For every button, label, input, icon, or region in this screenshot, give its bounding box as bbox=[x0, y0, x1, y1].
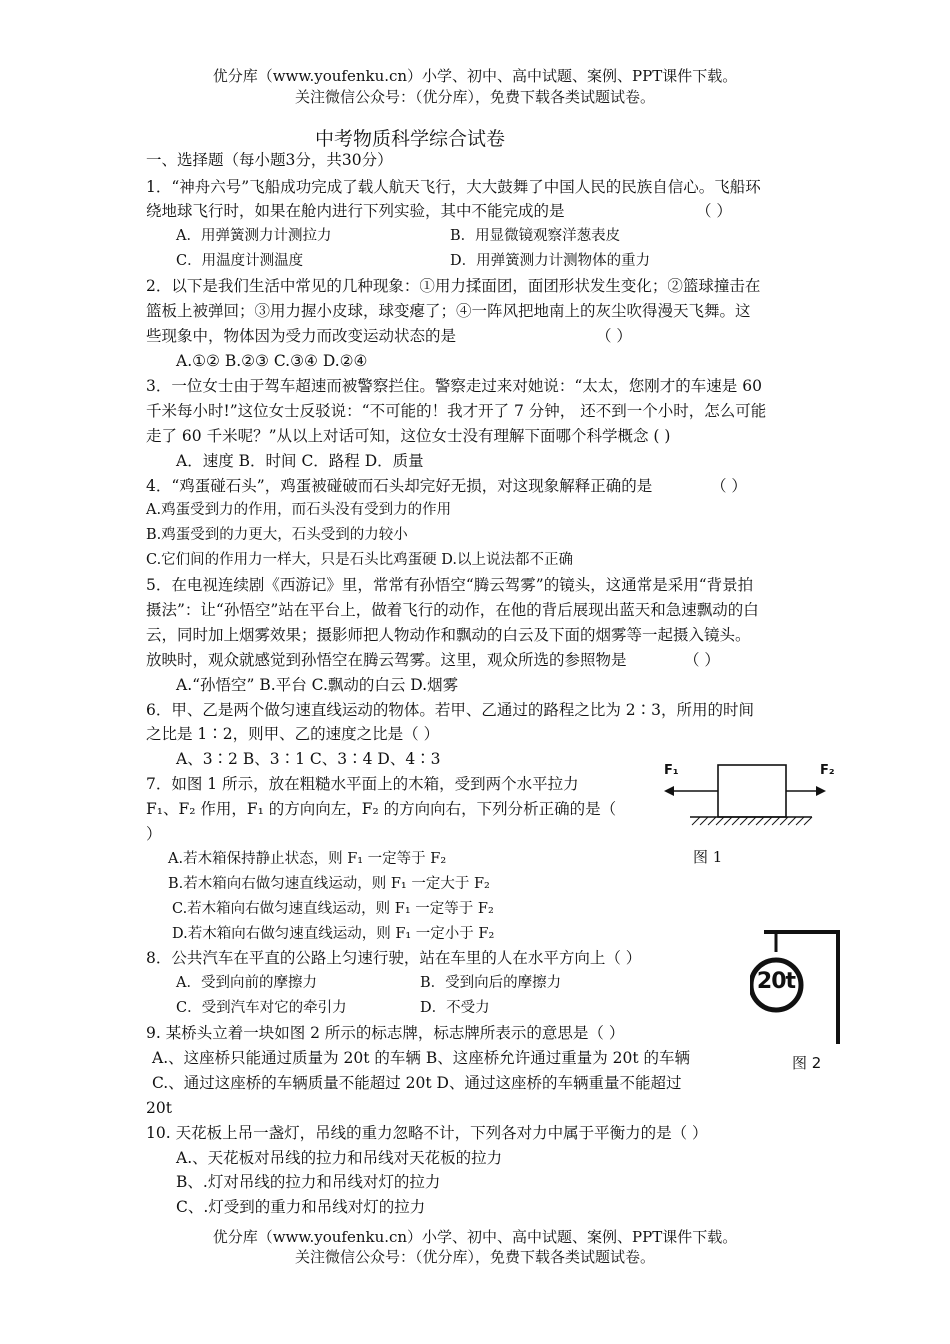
q1-option-d: D．用弹簧测力计测物体的重力 bbox=[450, 253, 651, 269]
q2-line-1: 2．以下是我们生活中常见的几种现象：①用力揉面团，面团形状发生变化；②篮球撞击在 bbox=[146, 277, 761, 295]
q6-line-1: 6．甲、乙是两个做匀速直线运动的物体。若甲、乙通过的路程之比为 2∶3，所用的时间 bbox=[146, 701, 755, 719]
q1-line-1: 1．“神舟六号”飞船成功完成了载人航天飞行，大大鼓舞了中国人民的民族自信心。飞船环 bbox=[146, 178, 761, 196]
q8-line-1: 8．公共汽车在平直的公路上匀速行驶，站在车里的人在水平方向上（ ） bbox=[146, 949, 642, 967]
sign-text: 20t bbox=[756, 969, 796, 994]
f1-arrowhead-icon bbox=[664, 786, 674, 796]
q6-line-2: 之比是 1∶2，则甲、乙的速度之比是（ ） bbox=[146, 725, 440, 743]
q4-line-1: 4．“鸡蛋碰石头”，鸡蛋被碰破而石头却完好无损，对这现象解释正确的是 bbox=[146, 477, 653, 495]
q1-option-c: C．用温度计测温度 bbox=[176, 253, 304, 269]
figure-1-caption: 图 1 bbox=[693, 848, 723, 866]
header-line-1: 优分库（www.youfenku.cn）小学、初中、高中试题、案例、PPT课件下载。 bbox=[212, 67, 738, 85]
q1-answer-paren: （ ） bbox=[696, 202, 732, 220]
q5-answer-paren: （ ） bbox=[684, 651, 720, 669]
q7-option-d: D.若木箱向右做匀速直线运动，则 F₁ 一定小于 F₂ bbox=[172, 926, 495, 942]
q5-options: A.“孙悟空” B.平台 C.飘动的白云 D.烟雾 bbox=[176, 676, 459, 694]
q2-options: A.①② B.②③ C.③④ D.②④ bbox=[176, 352, 368, 370]
section-heading: 一、选择题（每小题3分，共30分） bbox=[146, 151, 393, 169]
q9-line-4: 20t bbox=[146, 1099, 172, 1117]
q7-option-c: C.若木箱向右做匀速直线运动，则 F₁ 一定等于 F₂ bbox=[172, 901, 494, 917]
q9-line-3: C.、通过这座桥的车辆质量不能超过 20t D、通过这座桥的车辆重量不能超过 bbox=[152, 1074, 682, 1092]
q5-line-4: 放映时，观众就感觉到孙悟空在腾云驾雾。这里，观众所选的参照物是 bbox=[146, 651, 627, 669]
ground-hatching bbox=[692, 817, 812, 825]
wooden-box bbox=[718, 765, 786, 817]
q3-line-3: 走了 60 千米呢？”从以上对话可知，这位女士没有理解下面哪个科学概念 ( ) bbox=[146, 427, 671, 445]
q10-line-1: 10. 天花板上吊一盏灯，吊线的重力忽略不计，下列各对力中属于平衡力的是（ ） bbox=[146, 1124, 708, 1142]
q10-option-c: C、.灯受到的重力和吊线对灯的拉力 bbox=[176, 1198, 426, 1216]
q4-answer-paren: （ ） bbox=[711, 477, 747, 495]
q7-line-3: ） bbox=[146, 825, 162, 843]
footer-line-1: 优分库（www.youfenku.cn）小学、初中、高中试题、案例、PPT课件下载。 bbox=[212, 1228, 738, 1246]
q2-line-3: 些现象中，物体因为受力而改变运动状态的是 bbox=[146, 327, 457, 345]
q5-line-3: 云，同时加上烟雾效果；摄影师把人物动作和飘动的白云及下面的烟雾等一起摄入镜头。 bbox=[146, 626, 751, 644]
figure-1-box-diagram bbox=[660, 755, 840, 835]
q8-option-d: D．不受力 bbox=[420, 1000, 490, 1016]
q8-option-a: A．受到向前的摩擦力 bbox=[176, 975, 317, 991]
q7-option-b: B.若木箱向右做匀速直线运动，则 F₁ 一定大于 F₂ bbox=[168, 876, 490, 892]
q2-line-2: 篮板上被弹回；③用力握小皮球，球变瘪了；④一阵风把地南上的灰尘吹得漫天飞舞。这 bbox=[146, 302, 751, 320]
q6-options: A、3∶2 B、3∶1 C、3∶4 D、4∶3 bbox=[176, 750, 441, 768]
q3-options: A．速度 B．时间 C．路程 D．质量 bbox=[176, 452, 424, 470]
header-line-2: 关注微信公众号：（优分库），免费下载各类试题试卷。 bbox=[294, 88, 655, 106]
q1-option-b: B．用显微镜观察洋葱表皮 bbox=[450, 228, 621, 244]
page-title: 中考物质科学综合试卷 bbox=[314, 128, 505, 150]
q9-line-1: 9. 某桥头立着一块如图 2 所示的标志牌，标志牌所表示的意思是（ ） bbox=[146, 1024, 625, 1042]
f2-arrowhead-icon bbox=[816, 786, 826, 796]
q3-line-1: 3．一位女士由于驾车超速而被警察拦住。警察走过来对她说：“太太，您刚才的车速是 60 bbox=[146, 377, 762, 395]
q9-line-2: A.、这座桥只能通过质量为 20t 的车辆 B、这座桥允许通过重量为 20t 的车辆 bbox=[152, 1049, 691, 1067]
q7-line-2: F₁、F₂ 作用，F₁ 的方向向左，F₂ 的方向向右，下列分析正确的是（ bbox=[146, 800, 617, 818]
q4-option-cd: C.它们间的作用力一样大，只是石头比鸡蛋硬 D.以上说法都不正确 bbox=[146, 552, 574, 568]
footer-line-2: 关注微信公众号：（优分库），免费下载各类试题试卷。 bbox=[294, 1248, 655, 1266]
q1-option-a: A．用弹簧测力计测拉力 bbox=[176, 228, 332, 244]
q10-option-b: B、.灯对吊线的拉力和吊线对灯的拉力 bbox=[176, 1173, 441, 1191]
q2-answer-paren: （ ） bbox=[596, 327, 632, 345]
q5-line-1: 5．在电视连续剧《西游记》里，常常有孙悟空“腾云驾雾”的镜头，这通常是采用“背景拍 bbox=[146, 576, 754, 594]
q8-option-b: B．受到向后的摩擦力 bbox=[420, 975, 562, 991]
f2-label: F₂ bbox=[820, 763, 835, 778]
q4-option-b: B.鸡蛋受到的力更大，石头受到的力较小 bbox=[146, 527, 408, 543]
q7-line-1: 7．如图 1 所示，放在粗糙水平面上的木箱，受到两个水平拉力 bbox=[146, 775, 579, 793]
figure-2-caption: 图 2 bbox=[792, 1054, 822, 1072]
q4-option-a: A.鸡蛋受到力的作用，而石头没有受到力的作用 bbox=[146, 502, 452, 518]
q3-line-2: 千米每小时!”这位女士反驳说：“不可能的！我才开了 7 分钟， 还不到一个小时，怎么可能 bbox=[146, 402, 767, 420]
q7-option-a: A.若木箱保持静止状态，则 F₁ 一定等于 F₂ bbox=[168, 851, 447, 867]
q1-line-2: 绕地球飞行时，如果在舱内进行下列实验，其中不能完成的是 bbox=[146, 202, 565, 220]
f1-label: F₁ bbox=[664, 763, 679, 778]
q8-option-c: C．受到汽车对它的牵引力 bbox=[176, 1000, 347, 1016]
q5-line-2: 摄法”：让“孙悟空”站在平台上，做着飞行的动作，在他的背后展现出蓝天和急速飘动的白 bbox=[146, 601, 759, 619]
q10-option-a: A.、天花板对吊线的拉力和吊线对天花板的拉力 bbox=[176, 1149, 503, 1167]
